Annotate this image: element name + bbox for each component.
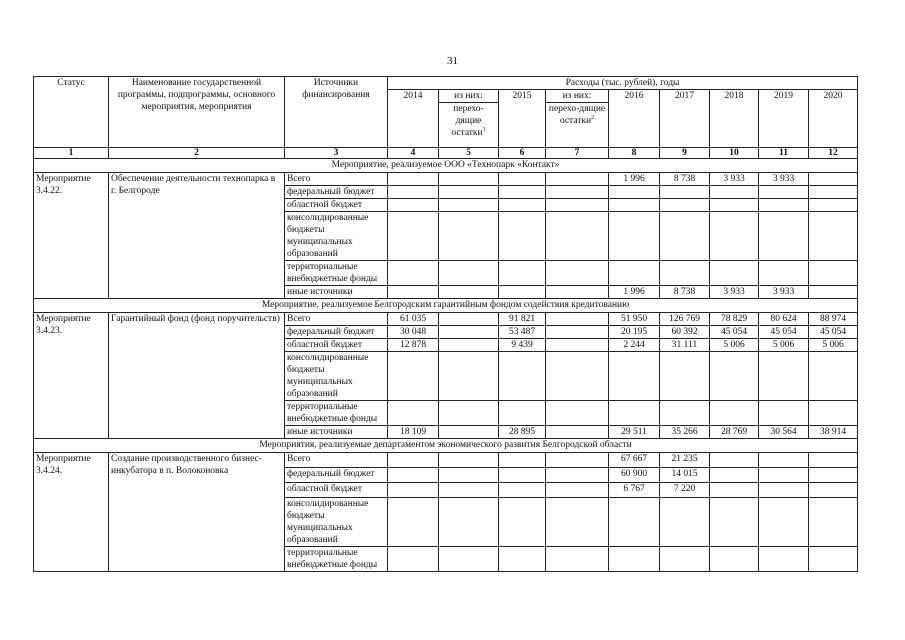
- column-number: 5: [439, 148, 499, 159]
- value-cell: 28 895: [499, 426, 546, 439]
- value-cell: [546, 547, 609, 572]
- value-cell: [439, 468, 499, 483]
- table-header: [34, 77, 858, 159]
- value-cell: [439, 286, 499, 299]
- value-cell: [499, 401, 546, 426]
- value-cell: [710, 352, 759, 401]
- value-cell: [710, 401, 759, 426]
- value-cell: [759, 352, 809, 401]
- value-cell: [546, 468, 609, 483]
- value-cell: [439, 173, 499, 186]
- value-cell: [759, 199, 809, 212]
- section-title: Мероприятие, реализуемое ООО «Технопарк «Контакт»: [34, 159, 858, 173]
- value-cell: 30 048: [388, 326, 439, 339]
- value-cell: 18 109: [388, 426, 439, 439]
- value-cell: [388, 401, 439, 426]
- header-sources: Источники финансирования: [285, 77, 388, 148]
- value-cell: [710, 199, 759, 212]
- value-cell: [809, 468, 858, 483]
- value-cell: [809, 286, 858, 299]
- value-cell: [710, 186, 759, 199]
- column-number: 8: [609, 148, 660, 159]
- value-cell: 20 195: [609, 326, 660, 339]
- value-cell: [660, 199, 710, 212]
- funding-source: иные источники: [285, 286, 388, 299]
- column-numbers-row: [34, 148, 858, 159]
- value-cell: [388, 498, 439, 547]
- value-cell: [388, 547, 439, 572]
- value-cell: 8 738: [660, 286, 710, 299]
- header-year-2014: 2014: [388, 90, 439, 148]
- value-cell: 1 996: [609, 173, 660, 186]
- value-cell: [388, 286, 439, 299]
- value-cell: 8 738: [660, 173, 710, 186]
- value-cell: [809, 401, 858, 426]
- value-cell: 78 829: [710, 313, 759, 326]
- funding-source: областной бюджет: [285, 339, 388, 352]
- value-cell: [499, 468, 546, 483]
- funding-source: территориальные внебюджетные фонды: [285, 401, 388, 426]
- measure-name: Гарантийный фонд (фонд поручительств): [109, 313, 285, 439]
- value-cell: 45 054: [710, 326, 759, 339]
- value-cell: [388, 453, 439, 468]
- header-expenses: Расходы (тыс. рублей), годы: [388, 77, 858, 90]
- value-cell: [660, 547, 710, 572]
- value-cell: [546, 199, 609, 212]
- value-cell: [499, 261, 546, 286]
- value-cell: [609, 261, 660, 286]
- value-cell: [609, 212, 660, 261]
- value-cell: [660, 352, 710, 401]
- value-cell: [388, 468, 439, 483]
- funding-source: областной бюджет: [285, 483, 388, 498]
- value-cell: [499, 186, 546, 199]
- value-cell: [660, 261, 710, 286]
- funding-source: территориальные внебюджетные фонды: [285, 261, 388, 286]
- status-label: Мероприятие: [36, 314, 91, 324]
- value-cell: [499, 352, 546, 401]
- header-status: Статус: [34, 77, 109, 148]
- value-cell: [809, 352, 858, 401]
- column-number: 12: [809, 148, 858, 159]
- funding-source: Всего: [285, 453, 388, 468]
- budget-table: [33, 76, 858, 572]
- column-number: 11: [759, 148, 809, 159]
- value-cell: [609, 199, 660, 212]
- value-cell: [809, 453, 858, 468]
- value-cell: [499, 286, 546, 299]
- value-cell: [439, 498, 499, 547]
- value-cell: [710, 453, 759, 468]
- value-cell: [439, 426, 499, 439]
- column-number: 4: [388, 148, 439, 159]
- value-cell: [546, 212, 609, 261]
- value-cell: [759, 453, 809, 468]
- value-cell: [439, 352, 499, 401]
- value-cell: 45 054: [759, 326, 809, 339]
- funding-source: территориальные внебюджетные фонды: [285, 547, 388, 572]
- table-body: [34, 159, 858, 572]
- value-cell: 5 006: [809, 339, 858, 352]
- value-cell: 3 933: [710, 173, 759, 186]
- status-cell: [34, 453, 109, 572]
- value-cell: [759, 547, 809, 572]
- table-row: [34, 173, 858, 186]
- value-cell: [546, 483, 609, 498]
- column-number: 6: [499, 148, 546, 159]
- value-cell: [388, 186, 439, 199]
- table-row: [34, 313, 858, 326]
- value-cell: 14 015: [660, 468, 710, 483]
- value-cell: [546, 498, 609, 547]
- value-cell: [759, 261, 809, 286]
- value-cell: [499, 199, 546, 212]
- header-year-2015: 2015: [499, 90, 546, 148]
- measure-name: Создание производственного бизнес-инкубатора в п. Волоконовка: [109, 453, 285, 572]
- value-cell: [609, 352, 660, 401]
- value-cell: 9 439: [499, 339, 546, 352]
- value-cell: [439, 401, 499, 426]
- value-cell: 6 767: [609, 483, 660, 498]
- column-number: 9: [660, 148, 710, 159]
- value-cell: [809, 212, 858, 261]
- value-cell: [499, 498, 546, 547]
- value-cell: 3 933: [710, 286, 759, 299]
- value-cell: [660, 498, 710, 547]
- value-cell: 12 878: [388, 339, 439, 352]
- column-number: 3: [285, 148, 388, 159]
- value-cell: [759, 468, 809, 483]
- header-year-2020: 2020: [809, 90, 858, 148]
- status-label: Мероприятие: [36, 454, 91, 464]
- value-cell: [439, 212, 499, 261]
- value-cell: [388, 199, 439, 212]
- value-cell: [710, 212, 759, 261]
- value-cell: [439, 453, 499, 468]
- header-remains-1: перехо-дящие остатки$^1$: [439, 103, 499, 148]
- value-cell: [759, 186, 809, 199]
- value-cell: 91 821: [499, 313, 546, 326]
- value-cell: [388, 173, 439, 186]
- value-cell: [388, 261, 439, 286]
- value-cell: [439, 326, 499, 339]
- value-cell: [609, 186, 660, 199]
- column-number: 10: [710, 148, 759, 159]
- funding-source: консолидированные бюджеты муниципальных образований: [285, 498, 388, 547]
- funding-source: консолидированные бюджеты муниципальных образований: [285, 212, 388, 261]
- header-year-2018: 2018: [710, 90, 759, 148]
- section-title: Мероприятие, реализуемое Белгородским гарантийным фондом содействия кредитованию: [34, 299, 858, 313]
- value-cell: 67 667: [609, 453, 660, 468]
- value-cell: [660, 401, 710, 426]
- value-cell: [660, 186, 710, 199]
- value-cell: [546, 326, 609, 339]
- funding-source: консолидированные бюджеты муниципальных образований: [285, 352, 388, 401]
- value-cell: [809, 547, 858, 572]
- measure-name: Обеспечение деятельности технопарка в г. Белгороде: [109, 173, 285, 299]
- value-cell: [439, 547, 499, 572]
- value-cell: [759, 212, 809, 261]
- funding-source: федеральный бюджет: [285, 326, 388, 339]
- status-label: Мероприятие: [36, 174, 91, 184]
- value-cell: [546, 173, 609, 186]
- header-of-them-2: из них:: [546, 90, 609, 103]
- value-cell: [499, 453, 546, 468]
- measure-code: 3.4.23.: [36, 326, 63, 336]
- value-cell: 53 487: [499, 326, 546, 339]
- value-cell: 61 035: [388, 313, 439, 326]
- value-cell: [809, 199, 858, 212]
- header-year-2017: 2017: [660, 90, 710, 148]
- value-cell: [759, 498, 809, 547]
- value-cell: [546, 401, 609, 426]
- value-cell: [546, 286, 609, 299]
- value-cell: [546, 313, 609, 326]
- header-name: Наименование государственной программы, подпрограммы, основного мероприятия, мероприятия: [109, 77, 285, 148]
- value-cell: 7 220: [660, 483, 710, 498]
- value-cell: 88 974: [809, 313, 858, 326]
- funding-source: Всего: [285, 313, 388, 326]
- value-cell: [388, 212, 439, 261]
- value-cell: [546, 352, 609, 401]
- status-cell: [34, 313, 109, 439]
- value-cell: [439, 186, 499, 199]
- value-cell: [809, 483, 858, 498]
- value-cell: [759, 401, 809, 426]
- value-cell: [439, 313, 499, 326]
- value-cell: [499, 547, 546, 572]
- value-cell: [546, 453, 609, 468]
- column-number: 1: [34, 148, 109, 159]
- value-cell: [710, 468, 759, 483]
- value-cell: [546, 186, 609, 199]
- value-cell: [388, 483, 439, 498]
- value-cell: 3 933: [759, 173, 809, 186]
- value-cell: [499, 212, 546, 261]
- value-cell: [710, 547, 759, 572]
- value-cell: [388, 352, 439, 401]
- value-cell: [710, 261, 759, 286]
- measure-code: 3.4.24.: [36, 466, 63, 476]
- funding-source: Всего: [285, 173, 388, 186]
- header-year-2016: 2016: [609, 90, 660, 148]
- value-cell: 1 996: [609, 286, 660, 299]
- value-cell: 80 624: [759, 313, 809, 326]
- column-number: 7: [546, 148, 609, 159]
- value-cell: 28 769: [710, 426, 759, 439]
- measure-code: 3.4.22.: [36, 186, 63, 196]
- funding-source: иные источники: [285, 426, 388, 439]
- value-cell: 60 900: [609, 468, 660, 483]
- value-cell: [809, 261, 858, 286]
- value-cell: 126 769: [660, 313, 710, 326]
- value-cell: [439, 199, 499, 212]
- value-cell: [759, 483, 809, 498]
- value-cell: [546, 261, 609, 286]
- value-cell: [439, 261, 499, 286]
- value-cell: [439, 339, 499, 352]
- value-cell: [809, 186, 858, 199]
- value-cell: 2 244: [609, 339, 660, 352]
- value-cell: 51 950: [609, 313, 660, 326]
- value-cell: 21 235: [660, 453, 710, 468]
- value-cell: [809, 173, 858, 186]
- value-cell: [710, 498, 759, 547]
- value-cell: [609, 401, 660, 426]
- value-cell: 30 564: [759, 426, 809, 439]
- value-cell: [609, 498, 660, 547]
- value-cell: 5 006: [759, 339, 809, 352]
- header-remains-2: перехо-дящие остатки$^2$: [546, 103, 609, 148]
- value-cell: 29 511: [609, 426, 660, 439]
- value-cell: 31 111: [660, 339, 710, 352]
- funding-source: областной бюджет: [285, 199, 388, 212]
- value-cell: [546, 339, 609, 352]
- value-cell: [710, 483, 759, 498]
- value-cell: [660, 212, 710, 261]
- value-cell: [609, 547, 660, 572]
- header-year-2019: 2019: [759, 90, 809, 148]
- header-of-them-1: из них:: [439, 90, 499, 103]
- value-cell: [499, 173, 546, 186]
- value-cell: [439, 483, 499, 498]
- value-cell: 5 006: [710, 339, 759, 352]
- table-row: [34, 453, 858, 468]
- value-cell: [499, 483, 546, 498]
- value-cell: 45 054: [809, 326, 858, 339]
- page-number: 31: [447, 55, 458, 67]
- section-title: Мероприятия, реализуемые департаментом экономического развития Белгородской области: [34, 439, 858, 453]
- value-cell: [809, 498, 858, 547]
- value-cell: 60 392: [660, 326, 710, 339]
- funding-source: федеральный бюджет: [285, 186, 388, 199]
- value-cell: 35 266: [660, 426, 710, 439]
- value-cell: [546, 426, 609, 439]
- column-number: 2: [109, 148, 285, 159]
- funding-source: федеральный бюджет: [285, 468, 388, 483]
- value-cell: 38 914: [809, 426, 858, 439]
- value-cell: 3 933: [759, 286, 809, 299]
- status-cell: [34, 173, 109, 299]
